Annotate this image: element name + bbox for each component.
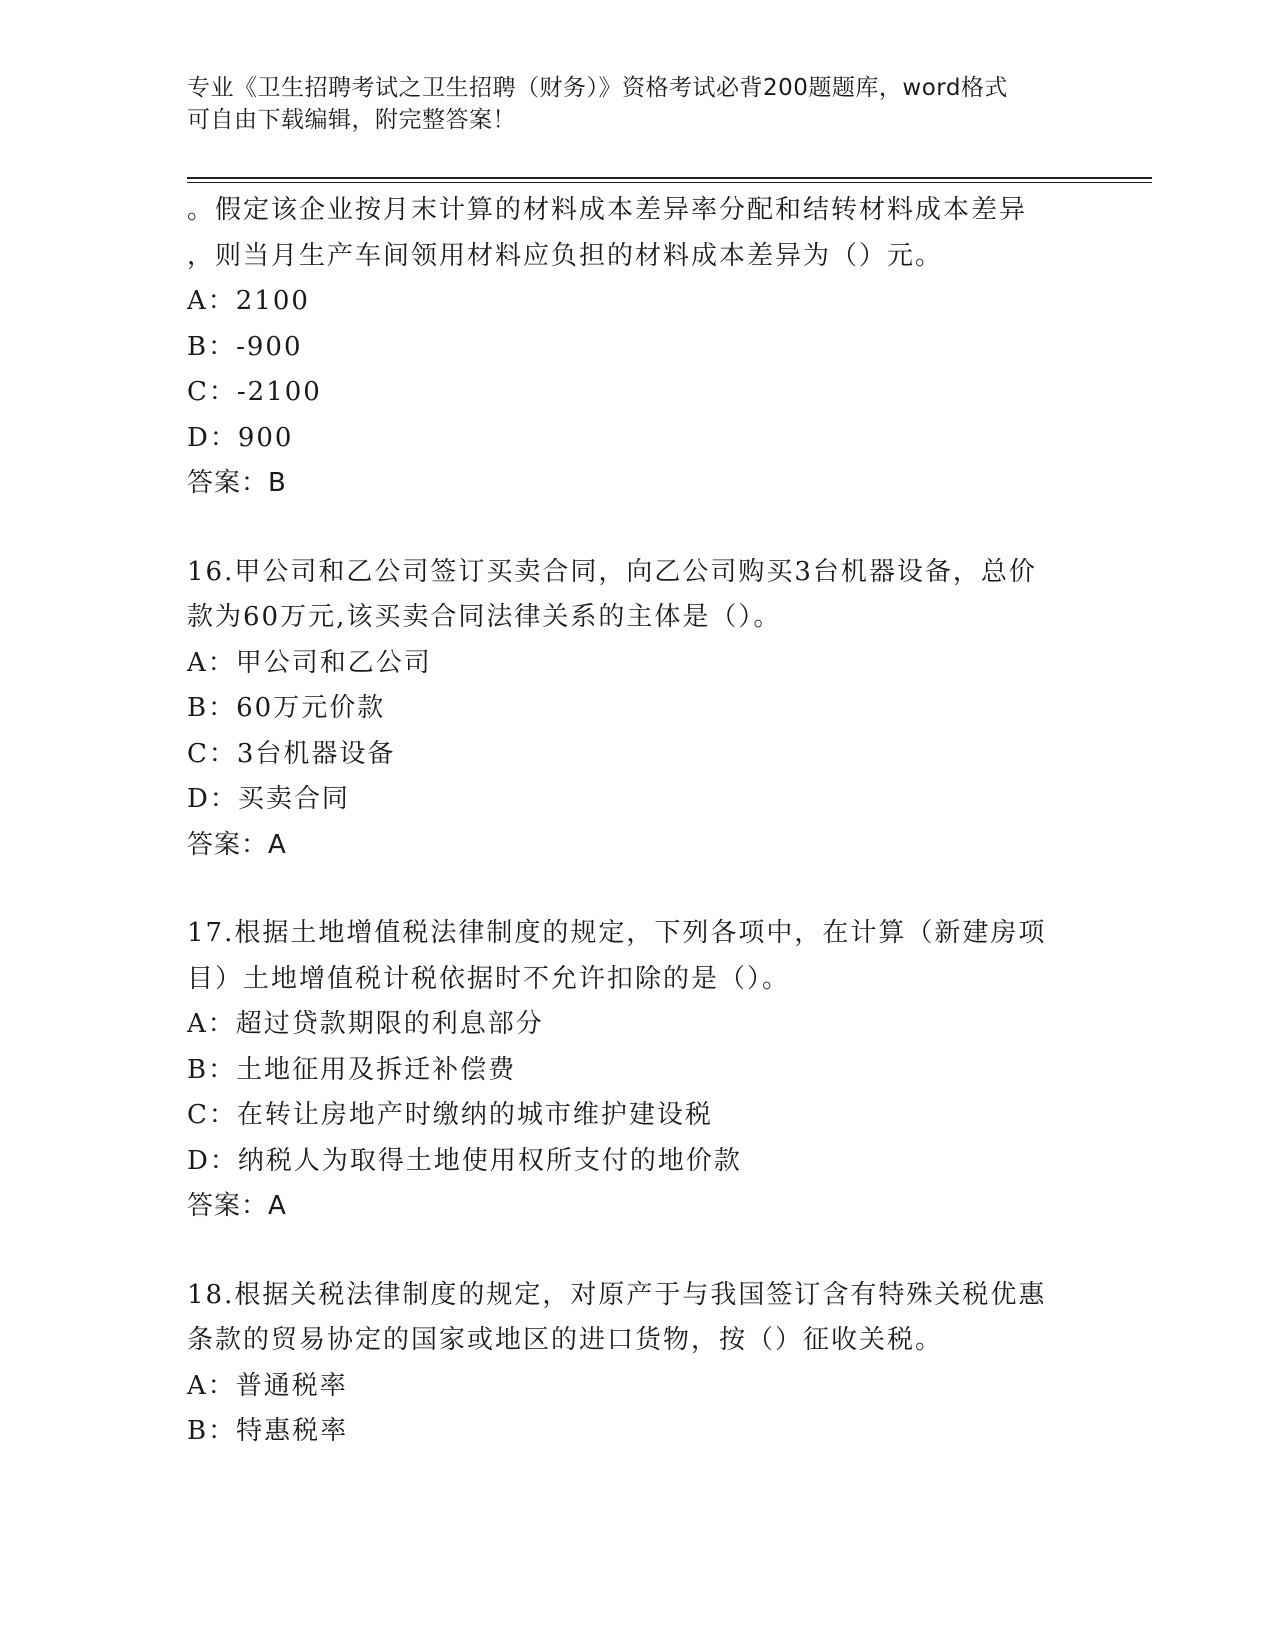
option-c: C：在转让房地产时缴纳的城市维护建设税 (187, 1100, 713, 1130)
option-a: A：2100 (187, 286, 310, 316)
option-d: D：买卖合同 (187, 784, 350, 814)
question-block (187, 550, 1087, 869)
option-c: C：3台机器设备 (187, 738, 396, 769)
header-rule-thick (187, 177, 1152, 179)
option-b: B：土地征用及拆迁补偿费 (187, 1054, 517, 1085)
document-header (187, 72, 1067, 136)
option-a: A：甲公司和乙公司 (187, 647, 432, 678)
question-stem-line: 18.根据关税法律制度的规定，对原产于与我国签订含有特殊关税优惠 (187, 1279, 1047, 1310)
option-d: D：纳税人为取得土地使用权所支付的地价款 (187, 1145, 742, 1176)
question-stem-line: 。假定该企业按月末计算的材料成本差异率分配和结转材料成本差异 (187, 195, 1028, 225)
question-stem-line: 条款的贸易协定的国家或地区的进口货物，按（）征收关税。 (187, 1325, 944, 1355)
question-block (187, 911, 1087, 1230)
answer: 答案：A (187, 1191, 287, 1221)
header-line-2: 可自由下载编辑，附完整答案！ (187, 107, 516, 133)
option-a: A：超过贷款期限的利息部分 (187, 1009, 544, 1039)
question-list (187, 188, 1087, 1455)
option-b: B：特惠税率 (187, 1416, 349, 1446)
option-a: A：普通税率 (187, 1370, 348, 1401)
answer: 答案：A (187, 829, 287, 860)
question-stem-line: 款为60万元,该买卖合同法律关系的主体是（）。 (187, 602, 782, 632)
question-stem-line: ，则当月生产车间领用材料应负担的材料成本差异为（）元。 (187, 240, 944, 271)
option-b: B：-900 (187, 331, 303, 362)
option-c: C：-2100 (187, 377, 322, 407)
option-d: D：900 (187, 422, 294, 453)
question-stem-line: 17.根据土地增值税法律制度的规定，下列各项中，在计算（新建房项 (187, 918, 1047, 948)
option-b: B：60万元价款 (187, 693, 386, 723)
answer: 答案：B (187, 468, 287, 498)
question-stem-line: 目）土地增值税计税依据时不允许扣除的是（）。 (187, 963, 791, 994)
question-block (187, 188, 1087, 507)
question-block (187, 1273, 1087, 1455)
header-line-1: 专业《卫生招聘考试之卫生招聘（财务）》资格考试必背200题题库，word格式 (187, 75, 1008, 101)
question-stem-line: 16.甲公司和乙公司签订买卖合同，向乙公司购买3台机器设备，总价 (187, 556, 1037, 587)
header-rule-thin (187, 182, 1152, 183)
